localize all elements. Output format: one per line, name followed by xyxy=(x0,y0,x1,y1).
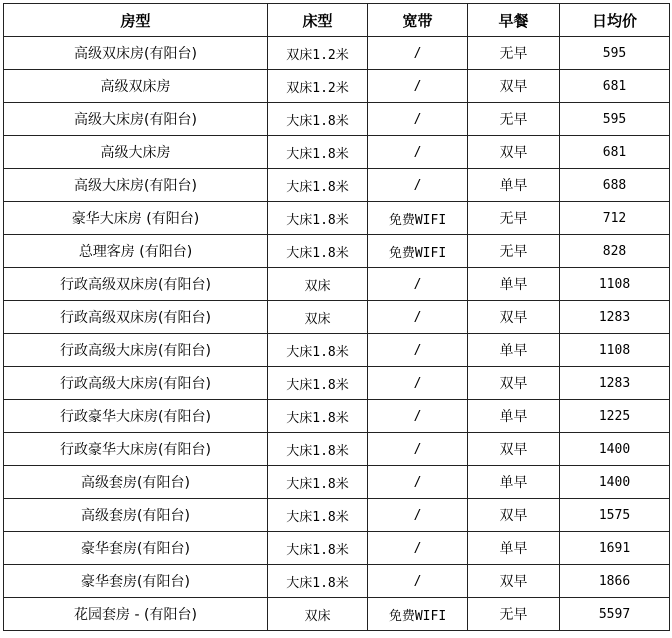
breakfast-cell: 无早 xyxy=(468,37,560,70)
header-breakfast: 早餐 xyxy=(468,4,560,37)
breakfast-cell: 双早 xyxy=(468,433,560,466)
room-type-cell: 高级套房(有阳台) xyxy=(4,466,268,499)
daily-price-cell: 1575 xyxy=(560,499,670,532)
daily-price-cell: 595 xyxy=(560,103,670,136)
breakfast-cell: 单早 xyxy=(468,400,560,433)
daily-price-cell: 1283 xyxy=(560,301,670,334)
daily-price-cell: 1400 xyxy=(560,433,670,466)
bed-type-cell: 大床1.8米 xyxy=(268,202,368,235)
daily-price-cell: 1283 xyxy=(560,367,670,400)
bed-type-cell: 大床1.8米 xyxy=(268,136,368,169)
daily-price-cell: 681 xyxy=(560,136,670,169)
table-row xyxy=(4,268,670,301)
breakfast-cell: 单早 xyxy=(468,169,560,202)
daily-price-cell: 1400 xyxy=(560,466,670,499)
breakfast-cell: 双早 xyxy=(468,301,560,334)
broadband-cell: / xyxy=(368,466,468,499)
room-type-cell: 高级套房(有阳台) xyxy=(4,499,268,532)
room-type-cell: 豪华大床房 (有阳台) xyxy=(4,202,268,235)
breakfast-cell: 单早 xyxy=(468,532,560,565)
breakfast-cell: 单早 xyxy=(468,466,560,499)
daily-price-cell: 688 xyxy=(560,169,670,202)
daily-price-cell: 5597 xyxy=(560,598,670,631)
table-row xyxy=(4,37,670,70)
room-type-cell: 高级大床房 xyxy=(4,136,268,169)
broadband-cell: / xyxy=(368,268,468,301)
table-row xyxy=(4,598,670,631)
room-type-cell: 行政豪华大床房(有阳台) xyxy=(4,433,268,466)
daily-price-cell: 828 xyxy=(560,235,670,268)
room-type-cell: 行政高级大床房(有阳台) xyxy=(4,367,268,400)
table-row xyxy=(4,334,670,367)
table-row xyxy=(4,466,670,499)
daily-price-cell: 1691 xyxy=(560,532,670,565)
daily-price-cell: 1108 xyxy=(560,334,670,367)
broadband-cell: / xyxy=(368,499,468,532)
breakfast-cell: 双早 xyxy=(468,367,560,400)
bed-type-cell: 大床1.8米 xyxy=(268,334,368,367)
table-row xyxy=(4,532,670,565)
table-row xyxy=(4,367,670,400)
broadband-cell: 免费WIFI xyxy=(368,202,468,235)
breakfast-cell: 双早 xyxy=(468,499,560,532)
room-type-cell: 高级双床房(有阳台) xyxy=(4,37,268,70)
bed-type-cell: 大床1.8米 xyxy=(268,367,368,400)
table-row xyxy=(4,136,670,169)
bed-type-cell: 大床1.8米 xyxy=(268,565,368,598)
table-row xyxy=(4,565,670,598)
breakfast-cell: 无早 xyxy=(468,598,560,631)
broadband-cell: / xyxy=(368,565,468,598)
room-type-cell: 行政高级大床房(有阳台) xyxy=(4,334,268,367)
room-type-cell: 高级大床房(有阳台) xyxy=(4,103,268,136)
room-type-cell: 总理客房 (有阳台) xyxy=(4,235,268,268)
table-row xyxy=(4,202,670,235)
broadband-cell: / xyxy=(368,70,468,103)
table-row xyxy=(4,301,670,334)
header-bed-type: 床型 xyxy=(268,4,368,37)
breakfast-cell: 无早 xyxy=(468,103,560,136)
broadband-cell: / xyxy=(368,301,468,334)
breakfast-cell: 无早 xyxy=(468,235,560,268)
broadband-cell: / xyxy=(368,367,468,400)
breakfast-cell: 无早 xyxy=(468,202,560,235)
table-row xyxy=(4,235,670,268)
header-daily-price: 日均价 xyxy=(560,4,670,37)
table-body xyxy=(4,37,670,631)
breakfast-cell: 单早 xyxy=(468,268,560,301)
broadband-cell: / xyxy=(368,334,468,367)
broadband-cell: 免费WIFI xyxy=(368,598,468,631)
broadband-cell: / xyxy=(368,433,468,466)
daily-price-cell: 681 xyxy=(560,70,670,103)
table-row xyxy=(4,169,670,202)
header-broadband: 宽带 xyxy=(368,4,468,37)
broadband-cell: / xyxy=(368,37,468,70)
room-type-cell: 豪华套房(有阳台) xyxy=(4,565,268,598)
daily-price-cell: 595 xyxy=(560,37,670,70)
table-row xyxy=(4,433,670,466)
broadband-cell: / xyxy=(368,136,468,169)
breakfast-cell: 双早 xyxy=(468,565,560,598)
daily-price-cell: 1225 xyxy=(560,400,670,433)
bed-type-cell: 大床1.8米 xyxy=(268,499,368,532)
broadband-cell: / xyxy=(368,400,468,433)
breakfast-cell: 双早 xyxy=(468,136,560,169)
bed-type-cell: 双床1.2米 xyxy=(268,70,368,103)
broadband-cell: / xyxy=(368,169,468,202)
broadband-cell: / xyxy=(368,532,468,565)
bed-type-cell: 双床1.2米 xyxy=(268,37,368,70)
broadband-cell: / xyxy=(368,103,468,136)
table-row xyxy=(4,103,670,136)
breakfast-cell: 单早 xyxy=(468,334,560,367)
room-type-cell: 花园套房 - (有阳台) xyxy=(4,598,268,631)
header-room-type: 房型 xyxy=(4,4,268,37)
bed-type-cell: 大床1.8米 xyxy=(268,103,368,136)
bed-type-cell: 大床1.8米 xyxy=(268,400,368,433)
bed-type-cell: 双床 xyxy=(268,301,368,334)
broadband-cell: 免费WIFI xyxy=(368,235,468,268)
room-type-cell: 行政高级双床房(有阳台) xyxy=(4,301,268,334)
room-rate-table xyxy=(3,3,670,631)
table-row xyxy=(4,70,670,103)
room-type-cell: 行政高级双床房(有阳台) xyxy=(4,268,268,301)
room-type-cell: 高级大床房(有阳台) xyxy=(4,169,268,202)
room-type-cell: 豪华套房(有阳台) xyxy=(4,532,268,565)
daily-price-cell: 1108 xyxy=(560,268,670,301)
table-header-row xyxy=(4,4,670,37)
bed-type-cell: 大床1.8米 xyxy=(268,169,368,202)
room-type-cell: 高级双床房 xyxy=(4,70,268,103)
bed-type-cell: 双床 xyxy=(268,268,368,301)
bed-type-cell: 大床1.8米 xyxy=(268,466,368,499)
bed-type-cell: 大床1.8米 xyxy=(268,433,368,466)
bed-type-cell: 双床 xyxy=(268,598,368,631)
daily-price-cell: 712 xyxy=(560,202,670,235)
daily-price-cell: 1866 xyxy=(560,565,670,598)
table-row xyxy=(4,400,670,433)
bed-type-cell: 大床1.8米 xyxy=(268,235,368,268)
table-row xyxy=(4,499,670,532)
breakfast-cell: 双早 xyxy=(468,70,560,103)
room-type-cell: 行政豪华大床房(有阳台) xyxy=(4,400,268,433)
bed-type-cell: 大床1.8米 xyxy=(268,532,368,565)
